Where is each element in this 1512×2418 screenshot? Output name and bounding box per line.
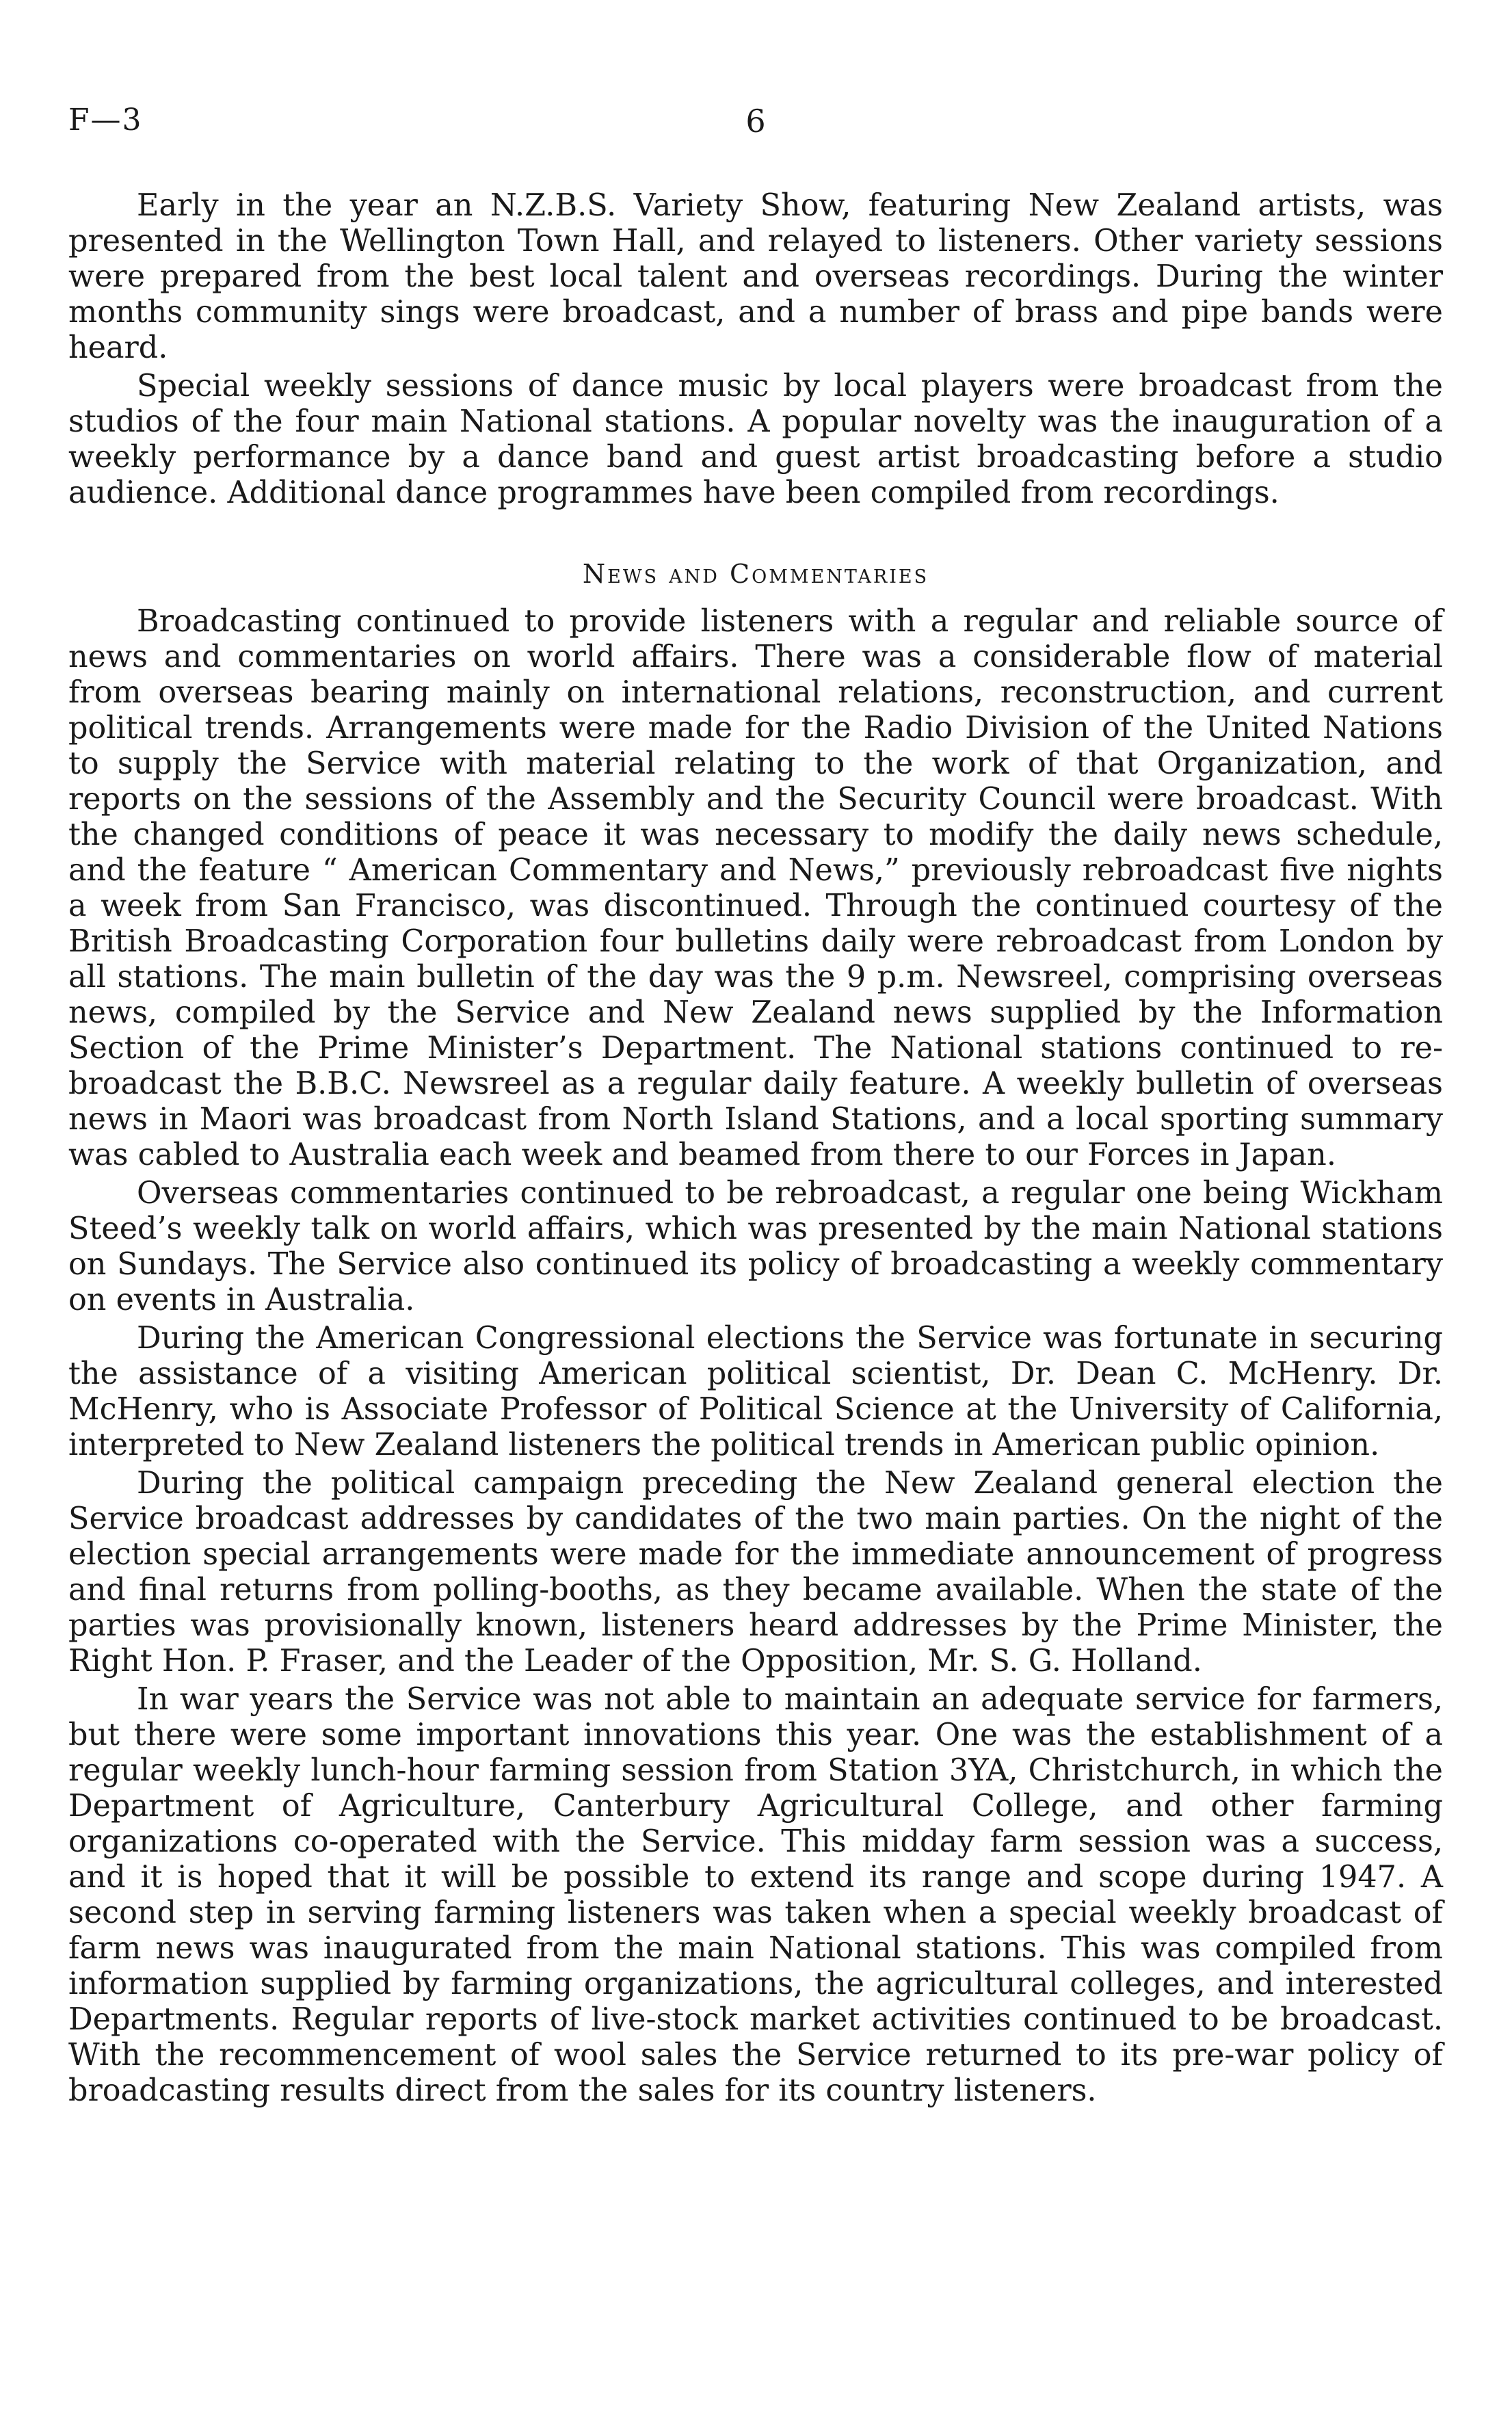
paragraph-farming-services: In war years the Service was not able to maintain an adequate service for farmers, but there were some important innovations this year. One was the establishment of a regular weekly lunch-hour farming session from Station 3YA, Christchurch, in which the Department of Agriculture, Canterbury Agricultural College, and other farming organizations co-operated with the Service. This midday farm session was a success, and it is hoped that it will be possible to extend its range and scope during 1947. A second step in serving farming listeners was taken when a special weekly broadcast of farm news was inaugurated from the main National stations. This was compiled from information supplied by farming organizations, the agricultural colleges, and interested Departments. Regular reports of live-stock market activities continued to be broadcast. With the recommencement of wool sales the Service returned to its pre-war policy of broadcasting results direct from the sales for its country listeners. [68,1682,1443,2108]
paragraph-news-broadcasting: Broadcasting continued to provide listeners with a regular and reliable source of news and commentaries on world affairs. There was a considerable flow of material from overseas bearing mainly on international relations, reconstruction, and current political trends. Arrangements were made for the Radio Division of the United Nations to supply the Service with material relating to the work of that Organization, and reports on the sessions of the Assembly and the Security Council were broadcast. With the changed conditions of peace it was necessary to modify the daily news schedule, and the feature “ American Commentary and News,” previously rebroadcast five nights a week from San Francisco, was discontinued. Through the continued courtesy of the British Broadcasting Corporation four bulletins daily were rebroadcast from London by all stations. The main bulletin of the day was the 9 p.m. Newsreel, comprising overseas news, compiled by the Service and New Zealand news supplied by the Information Section of the Prime Minister’s Department. The National stations continued to re-broadcast the B.B.C. Newsreel as a regular daily feature. A weekly bulletin of overseas news in Maori was broadcast from North Island Stations, and a local sporting summary was cabled to Australia each week and beamed from there to our Forces in Japan. [68,604,1443,1172]
paragraph-overseas-commentaries: Overseas commentaries continued to be rebroadcast, a regular one being Wickham Steed’s weekly talk on world affairs, which was presented by the main National stations on Sundays. The Service also continued its policy of broadcasting a weekly commentary on events in Australia. [68,1176,1443,1317]
paragraph-nz-election: During the political campaign preceding the New Zealand general election the Service broadcast addresses by candidates of the two main parties. On the night of the election special arrangements were made for the immediate announcement of progress and final returns from polling-booths, as they became available. When the state of the parties was provisionally known, listeners heard addresses by the Prime Minister, the Right Hon. P. Fraser, and the Leader of the Opposition, Mr. S. G. Holland. [68,1466,1443,1679]
paragraph-variety-show: Early in the year an N.Z.B.S. Variety Show, featuring New Zealand artists, was presented in the Wellington Town Hall, and relayed to listeners. Other variety sessions were prepared from the best local talent and overseas recordings. During the winter months community sings were broadcast, and a number of brass and pipe bands were heard. [68,188,1443,365]
page-number: 6 [745,103,766,140]
paragraph-dance-music: Special weekly sessions of dance music by local players were broadcast from the studios of the four main National stations. A popular novelty was the inauguration of a weekly performance by a dance band and guest artist broadcasting before a studio audience. Additional dance programmes have been compiled from recordings. [68,369,1443,510]
page-header [68,103,1443,150]
page-body [68,188,1443,2112]
section-heading: News and Commentaries [582,559,929,589]
paragraph-american-elections: During the American Congressional elections the Service was fortunate in securing the assistance of a visiting American political scientist, Dr. Dean C. McHenry. Dr. McHenry, who is Associate Professor of Political Science at the University of California, interpreted to New Zealand listeners the political trends in American public opinion. [68,1321,1443,1462]
document-code: F—3 [68,103,143,137]
